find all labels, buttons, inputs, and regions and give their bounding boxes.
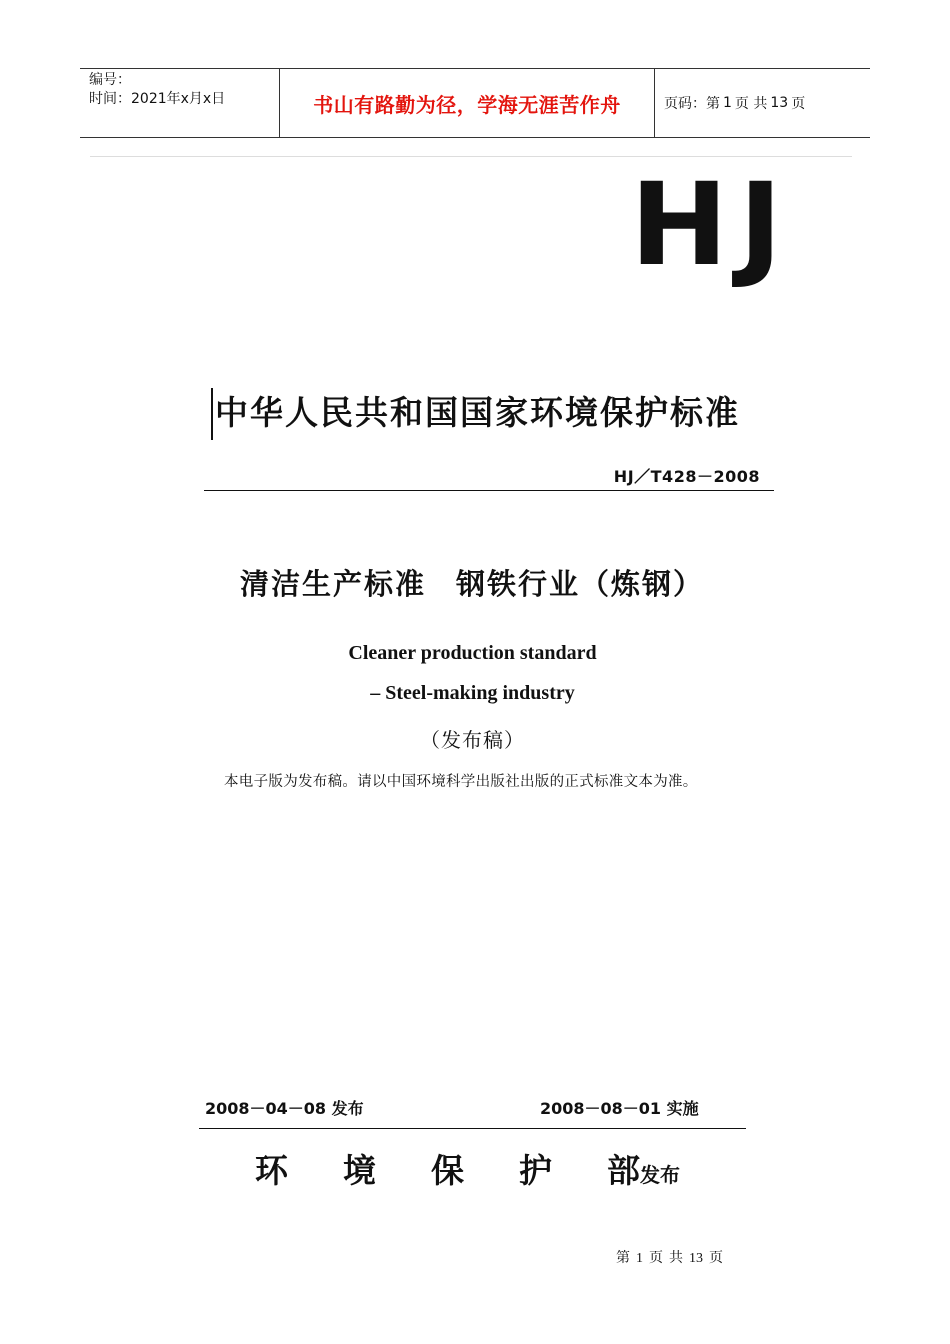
draft-label: （发布稿） xyxy=(420,728,525,752)
publisher xyxy=(255,1145,680,1192)
footer-current-page: 1 xyxy=(636,1251,643,1266)
footer-part: 页 xyxy=(649,1251,663,1266)
hj-logo: HJ xyxy=(630,158,793,291)
publisher-suffix: 发布 xyxy=(640,1163,680,1187)
title-cn-part1: 清洁生产标准 xyxy=(240,567,427,601)
publisher-char: 护 xyxy=(519,1151,552,1190)
title-rule xyxy=(204,490,774,491)
edition-note: 本电子版为发布稿。请以中国环境科学出版社出版的正式标准文本为准。 xyxy=(224,774,698,790)
implement-date: 2008－08－01 实施 xyxy=(540,1099,699,1118)
header-divider xyxy=(90,156,852,157)
dates-rule xyxy=(199,1128,746,1129)
page-info-total: 13 xyxy=(770,95,789,111)
publisher-char: 境 xyxy=(343,1151,376,1190)
standard-title-en-line2: – Steel-making industry xyxy=(370,682,575,704)
footer-total-pages: 13 xyxy=(689,1251,703,1266)
page-info-mid: 页 共 xyxy=(734,96,768,112)
org-title: 中华人民共和国国家环境保护标准 xyxy=(215,393,740,432)
title-left-bar xyxy=(211,388,213,440)
publisher-char: 环 xyxy=(255,1151,288,1190)
publisher-char: 部 xyxy=(607,1151,640,1190)
standard-title-en-line1: Cleaner production standard xyxy=(348,642,597,664)
page-info-suffix: 页 xyxy=(791,96,806,112)
title-cn-part2: 钢铁行业（炼钢） xyxy=(456,567,705,601)
footer-part: 第 xyxy=(616,1251,630,1266)
page-info-prefix: 页码：第 xyxy=(664,96,720,112)
standard-code: HJ／T428－2008 xyxy=(613,467,760,486)
page-info-current: 1 xyxy=(723,95,732,111)
publisher-char: 保 xyxy=(431,1151,464,1190)
number-label: 编号： xyxy=(89,72,131,88)
issue-date: 2008－04－08 发布 xyxy=(205,1099,364,1118)
document-header xyxy=(80,68,870,138)
time-label: 时间：2021年x月x日 xyxy=(89,91,226,107)
page-footer xyxy=(616,1247,729,1267)
header-motto: 书山有路勤为径，学海无涯苦作舟 xyxy=(280,69,655,137)
header-meta xyxy=(80,69,280,137)
standard-title-cn xyxy=(240,562,704,603)
header-page-info xyxy=(655,69,870,137)
footer-part: 页 xyxy=(709,1251,723,1266)
footer-part: 共 xyxy=(669,1251,683,1266)
